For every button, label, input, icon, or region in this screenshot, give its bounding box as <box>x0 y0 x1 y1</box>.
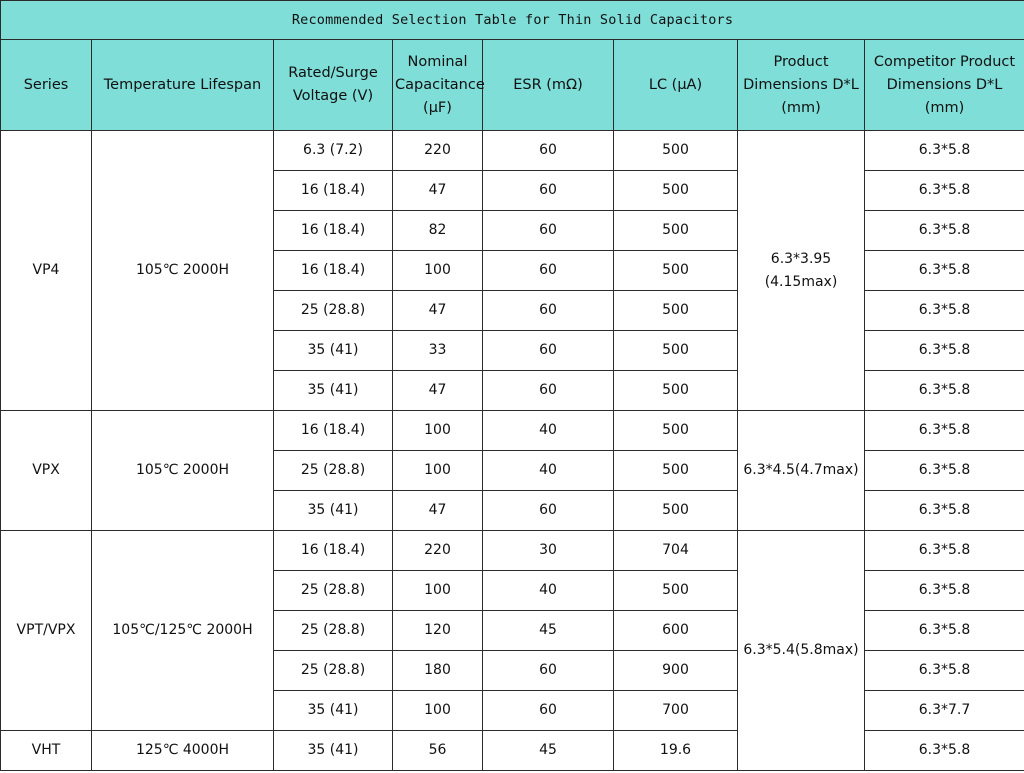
table-row <box>1 131 1024 171</box>
lc-cell: 500 <box>614 491 738 531</box>
capacitance-cell: 82 <box>393 211 483 251</box>
series-cell: VPT/VPX <box>1 531 92 731</box>
header-product-dims-line-1: Product <box>773 53 829 70</box>
esr-cell: 40 <box>483 571 614 611</box>
esr-cell: 40 <box>483 411 614 451</box>
product-dimensions-cell <box>738 531 865 771</box>
lc-cell: 900 <box>614 651 738 691</box>
esr-cell: 60 <box>483 291 614 331</box>
voltage-cell: 25 (28.8) <box>274 291 393 331</box>
capacitance-cell: 47 <box>393 371 483 411</box>
competitor-dimensions-cell: 6.3*5.8 <box>865 291 1024 331</box>
competitor-dimensions-cell: 6.3*5.8 <box>865 171 1024 211</box>
voltage-cell: 35 (41) <box>274 691 393 731</box>
capacitance-cell: 47 <box>393 171 483 211</box>
header-nominal-capacitance <box>393 40 483 131</box>
header-capacitance-line-1: Nominal <box>407 53 468 70</box>
capacitance-cell: 100 <box>393 411 483 451</box>
header-competitor-dimensions <box>865 40 1024 131</box>
table-row <box>1 731 1024 771</box>
esr-cell: 60 <box>483 371 614 411</box>
esr-cell: 45 <box>483 611 614 651</box>
lc-cell: 500 <box>614 291 738 331</box>
series-cell: VHT <box>1 731 92 771</box>
capacitance-cell: 100 <box>393 251 483 291</box>
esr-cell: 60 <box>483 251 614 291</box>
lc-cell: 500 <box>614 171 738 211</box>
capacitance-cell: 100 <box>393 571 483 611</box>
capacitance-cell: 47 <box>393 491 483 531</box>
header-temperature-lifespan: Temperature Lifespan <box>92 40 274 131</box>
capacitance-cell: 180 <box>393 651 483 691</box>
header-product-dims-line-2: Dimensions D*L <box>743 76 859 93</box>
lc-cell: 500 <box>614 411 738 451</box>
header-voltage-line-1: Rated/Surge <box>288 65 378 81</box>
header-capacitance-line-3: (μF) <box>423 99 452 116</box>
product-dims-line: (4.15max) <box>764 273 838 290</box>
capacitance-cell: 120 <box>393 611 483 651</box>
header-voltage-line-2: Voltage (V) <box>292 88 374 104</box>
product-dims-line: 6.3*3.95 <box>770 250 832 267</box>
competitor-dimensions-cell: 6.3*5.8 <box>865 331 1024 371</box>
competitor-dimensions-cell: 6.3*7.7 <box>865 691 1024 731</box>
capacitance-cell: 220 <box>393 131 483 171</box>
header-series: Series <box>1 40 92 131</box>
header-lc: LC (μA) <box>614 40 738 131</box>
competitor-dimensions-cell: 6.3*5.8 <box>865 731 1024 771</box>
competitor-dimensions-cell: 6.3*5.8 <box>865 531 1024 571</box>
lifespan-cell: 105℃ 2000H <box>92 411 274 531</box>
voltage-cell: 35 (41) <box>274 331 393 371</box>
lc-cell: 600 <box>614 611 738 651</box>
esr-cell: 60 <box>483 691 614 731</box>
competitor-dimensions-cell: 6.3*5.8 <box>865 491 1024 531</box>
voltage-cell: 25 (28.8) <box>274 651 393 691</box>
header-competitor-dims-line-1: Competitor Product <box>873 53 1016 70</box>
voltage-cell: 16 (18.4) <box>274 171 393 211</box>
capacitance-cell: 100 <box>393 451 483 491</box>
table-body <box>1 131 1024 771</box>
esr-cell: 40 <box>483 451 614 491</box>
header-esr: ESR (mΩ) <box>483 40 614 131</box>
voltage-cell: 25 (28.8) <box>274 451 393 491</box>
competitor-dimensions-cell: 6.3*5.8 <box>865 371 1024 411</box>
series-cell: VP4 <box>1 131 92 411</box>
competitor-dimensions-cell: 6.3*5.8 <box>865 411 1024 451</box>
competitor-dimensions-cell: 6.3*5.8 <box>865 651 1024 691</box>
capacitance-cell: 220 <box>393 531 483 571</box>
voltage-cell: 16 (18.4) <box>274 531 393 571</box>
capacitance-cell: 33 <box>393 331 483 371</box>
voltage-cell: 16 (18.4) <box>274 251 393 291</box>
voltage-cell: 35 (41) <box>274 731 393 771</box>
voltage-cell: 35 (41) <box>274 491 393 531</box>
lc-cell: 500 <box>614 571 738 611</box>
lc-cell: 19.6 <box>614 731 738 771</box>
lifespan-cell: 125℃ 4000H <box>92 731 274 771</box>
capacitance-cell: 56 <box>393 731 483 771</box>
esr-cell: 60 <box>483 171 614 211</box>
voltage-cell: 6.3 (7.2) <box>274 131 393 171</box>
voltage-cell: 16 (18.4) <box>274 211 393 251</box>
esr-cell: 60 <box>483 651 614 691</box>
esr-cell: 60 <box>483 331 614 371</box>
voltage-cell: 25 (28.8) <box>274 611 393 651</box>
product-dimensions-cell <box>738 131 865 411</box>
esr-cell: 60 <box>483 491 614 531</box>
lifespan-cell: 105℃ 2000H <box>92 131 274 411</box>
table-row <box>1 411 1024 451</box>
header-product-dims-line-3: (mm) <box>781 99 821 116</box>
lc-cell: 500 <box>614 371 738 411</box>
capacitance-cell: 100 <box>393 691 483 731</box>
lc-cell: 500 <box>614 131 738 171</box>
capacitance-cell: 47 <box>393 291 483 331</box>
competitor-dimensions-cell: 6.3*5.8 <box>865 251 1024 291</box>
esr-cell: 60 <box>483 131 614 171</box>
table-title: Recommended Selection Table for Thin Solid Capacitors <box>1 1 1024 40</box>
competitor-dimensions-cell: 6.3*5.8 <box>865 211 1024 251</box>
voltage-cell: 25 (28.8) <box>274 571 393 611</box>
lc-cell: 500 <box>614 211 738 251</box>
competitor-dimensions-cell: 6.3*5.8 <box>865 131 1024 171</box>
series-cell: VPX <box>1 411 92 531</box>
competitor-dimensions-cell: 6.3*5.8 <box>865 451 1024 491</box>
voltage-cell: 16 (18.4) <box>274 411 393 451</box>
lc-cell: 704 <box>614 531 738 571</box>
esr-cell: 30 <box>483 531 614 571</box>
voltage-cell: 35 (41) <box>274 371 393 411</box>
product-dims-line: 6.3*5.4(5.8max) <box>743 642 859 658</box>
header-capacitance-line-2: Capacitance <box>395 76 485 93</box>
lc-cell: 700 <box>614 691 738 731</box>
esr-cell: 60 <box>483 211 614 251</box>
esr-cell: 45 <box>483 731 614 771</box>
table-row <box>1 531 1024 571</box>
competitor-dimensions-cell: 6.3*5.8 <box>865 571 1024 611</box>
lc-cell: 500 <box>614 331 738 371</box>
competitor-dimensions-cell: 6.3*5.8 <box>865 611 1024 651</box>
lc-cell: 500 <box>614 451 738 491</box>
lifespan-cell: 105℃/125℃ 2000H <box>92 531 274 731</box>
product-dimensions-cell <box>738 411 865 531</box>
product-dims-line: 6.3*4.5(4.7max) <box>743 462 859 478</box>
lc-cell: 500 <box>614 251 738 291</box>
header-competitor-dims-line-2: Dimensions D*L (mm) <box>886 76 1003 116</box>
header-product-dimensions <box>738 40 865 131</box>
header-rated-surge-voltage <box>274 40 393 131</box>
